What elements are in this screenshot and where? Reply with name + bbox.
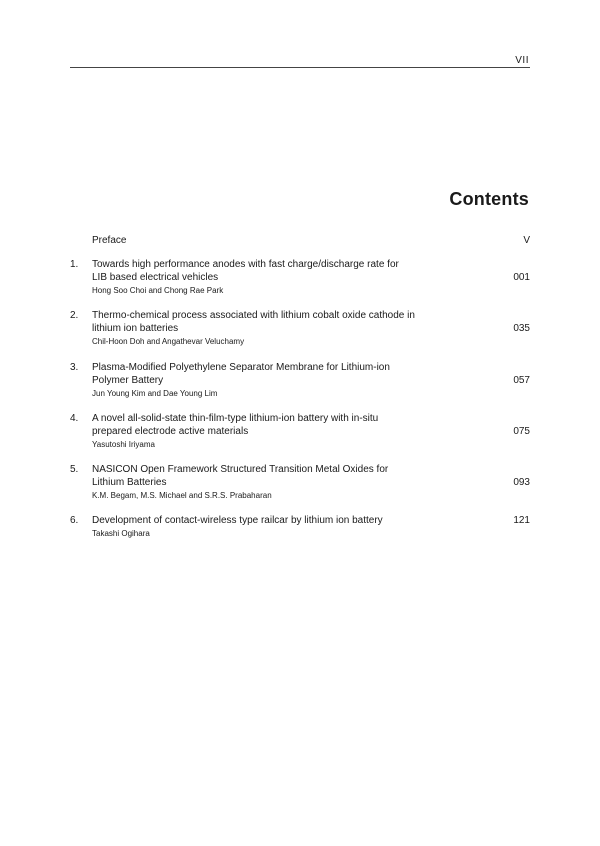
toc-entry-title-line-2: Lithium Batteries bbox=[92, 477, 167, 488]
toc-entry-number: 4. bbox=[70, 413, 79, 424]
toc-entry-number: 2. bbox=[70, 310, 79, 321]
toc-page-number: 001 bbox=[513, 272, 530, 283]
toc-entry-number: 6. bbox=[70, 515, 79, 526]
toc-entry-authors: K.M. Begam, M.S. Michael and S.R.S. Prabaharan bbox=[92, 491, 272, 500]
toc-entry-title-line-1: Thermo-chemical process associated with lithium cobalt oxide cathode in bbox=[92, 310, 415, 321]
toc-page-number: 035 bbox=[513, 323, 530, 334]
toc-entry-authors: Hong Soo Choi and Chong Rae Park bbox=[92, 286, 224, 295]
toc-entry-title-line-2: prepared electrode active materials bbox=[92, 426, 249, 437]
toc-entry-authors: Chil-Hoon Doh and Angathevar Veluchamy bbox=[92, 337, 245, 346]
toc-entry-title-line-2: lithium ion batteries bbox=[92, 323, 179, 334]
toc-entry-number: 1. bbox=[70, 259, 79, 270]
toc-entry-number: 5. bbox=[70, 464, 79, 475]
toc-page-number: V bbox=[523, 235, 530, 246]
toc-page-number: 093 bbox=[513, 477, 530, 488]
toc-page-number: 057 bbox=[513, 375, 530, 386]
toc-entry-number: 3. bbox=[70, 362, 79, 373]
toc-entry-title-line-2: Polymer Battery bbox=[92, 375, 164, 386]
toc-entry-title-line-1: Development of contact-wireless type railcar by lithium ion battery bbox=[92, 515, 383, 526]
toc-entry-title-line-1: A novel all-solid-state thin-film-type lithium-ion battery with in-situ bbox=[92, 413, 379, 424]
header-rule bbox=[70, 67, 530, 68]
toc-entry-title-line-1: Plasma-Modified Polyethylene Separator Membrane for Lithium-ion bbox=[92, 362, 390, 373]
toc-entry-title-line-1: NASICON Open Framework Structured Transition Metal Oxides for bbox=[92, 464, 389, 475]
toc-entry-title: Preface bbox=[92, 235, 127, 246]
page-title: Contents bbox=[449, 189, 529, 209]
toc-page-number: 121 bbox=[513, 515, 530, 526]
toc-entry-authors: Takashi Ogihara bbox=[92, 529, 150, 538]
toc-entry-authors: Yasutoshi Iriyama bbox=[92, 440, 155, 449]
toc-page-number: 075 bbox=[513, 426, 530, 437]
toc-entry-authors: Jun Young Kim and Dae Young Lim bbox=[92, 389, 218, 398]
toc-entry-title-line-1: Towards high performance anodes with fast charge/discharge rate for bbox=[92, 259, 399, 270]
toc-entry-title-line-2: LIB based electrical vehicles bbox=[92, 272, 219, 283]
page-number: VII bbox=[515, 55, 529, 66]
